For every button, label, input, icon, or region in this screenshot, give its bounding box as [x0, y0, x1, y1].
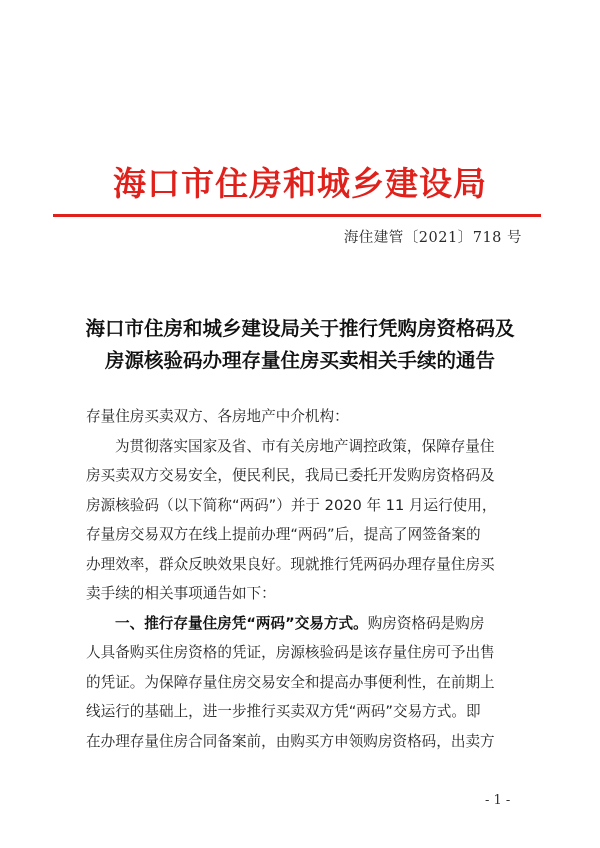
paragraph-1-line: 办理效率，群众反映效果良好。现就推行凭两码办理存量住房买 [86, 555, 495, 573]
paragraph-2-line-rest: 购房资格码是购房 [367, 614, 485, 632]
page-number: - 1 - [485, 793, 511, 808]
paragraph-1-line: 为贯彻落实国家及省、市有关房地产调控政策，保障存量住 [115, 437, 495, 455]
notice-body [86, 402, 526, 756]
red-divider-line [53, 214, 541, 217]
paragraph-1-line: 卖手续的相关事项通告如下： [86, 585, 276, 602]
section-heading-1: 一、推行存量住房凭“两码”交易方式。 [115, 614, 368, 632]
notice-title [60, 313, 540, 377]
notice-title-line-2: 房源核验码办理存量住房买卖相关手续的通告 [104, 349, 495, 372]
paragraph-1-line: 存量房交易双方在线上提前办理“两码”后，提高了网签备案的 [86, 526, 481, 543]
paragraph-2-line: 在办理存量住房合同备案前，由购买方申领购房资格码，出卖方 [86, 732, 495, 750]
paragraph-2-line: 线运行的基础上，进一步推行买卖双方凭“两码”交易方式。即 [86, 703, 481, 720]
paragraph-1-line: 房源核验码（以下简称“两码”）并于 2020 年 11 月运行使用， [86, 496, 497, 514]
agency-header-title: 海口市住房和城乡建设局 [113, 164, 487, 203]
salutation: 存量住房买卖双方、各房地产中介机构： [86, 408, 349, 425]
document-number: 海住建管〔2021〕718 号 [343, 230, 522, 246]
paragraph-2-line: 人具备购买住房资格的凭证，房源核验码是该存量住房可予出售 [86, 644, 495, 661]
paragraph-1-line: 房买卖双方交易安全，便民利民，我局已委托开发购房资格码及 [86, 467, 495, 484]
paragraph-2-line: 的凭证。为保障存量住房交易安全和提高办事便利性，在前期上 [86, 673, 495, 691]
paragraph-2-first-line [86, 609, 526, 639]
notice-title-line-1: 海口市住房和城乡建设局关于推行凭购房资格码及 [85, 317, 515, 340]
